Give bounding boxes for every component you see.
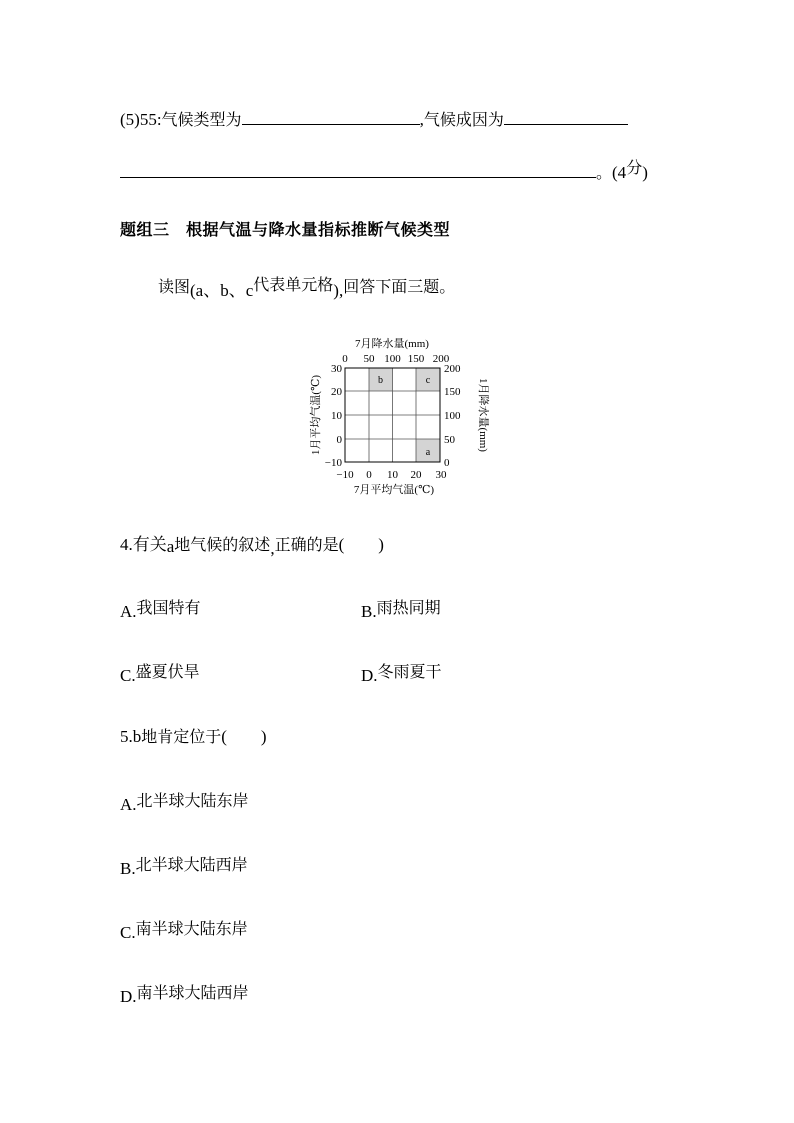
- q5-option-c[interactable]: [120, 919, 248, 942]
- option-letter: D.: [120, 987, 137, 1006]
- q5-stem: [120, 727, 267, 747]
- q5-period-mark: 。: [596, 163, 613, 182]
- right-tick: 150: [444, 386, 461, 398]
- q5-score-close: ): [642, 163, 648, 182]
- option-letter: C.: [120, 666, 136, 685]
- top-axis-label: 7月降水量(mm): [355, 338, 429, 350]
- left-tick: 20: [331, 386, 342, 398]
- cell-a-label: a: [425, 447, 431, 458]
- left-tick: 10: [331, 410, 342, 422]
- q4-location-letter: a: [166, 537, 175, 556]
- climate-type-blank[interactable]: [242, 123, 420, 125]
- q5-stem-text: 地肯定位于: [141, 727, 222, 746]
- option-letter: B.: [120, 859, 136, 878]
- left-tick: −10: [324, 457, 342, 469]
- top-tick: 0: [342, 353, 348, 365]
- option-text: 雨热同期: [376, 598, 441, 617]
- intro-cell-desc: 代表单元格: [253, 275, 334, 294]
- q4-stem: [120, 535, 384, 558]
- climate-cause-blank-2[interactable]: [120, 176, 596, 178]
- q5-answer-paren[interactable]: ( ): [221, 727, 267, 746]
- left-tick: 30: [331, 363, 342, 375]
- option-letter: C.: [120, 923, 136, 942]
- right-tick: 200: [444, 363, 461, 375]
- bottom-tick: −10: [336, 469, 354, 481]
- climate-cause-blank-1[interactable]: [504, 123, 628, 125]
- q4-comma: ,: [270, 539, 275, 558]
- bottom-axis-label: 7月平均气温(℃): [353, 484, 435, 496]
- intro-close-paren: ),: [333, 281, 344, 300]
- q4-stem-end: 正确的是: [274, 535, 339, 554]
- q5-sub-prefix: (5)55:: [120, 110, 162, 129]
- q4-option-d[interactable]: [361, 662, 442, 685]
- q5-separator: ,: [419, 110, 424, 129]
- q4-option-b[interactable]: [361, 598, 441, 621]
- top-tick: 50: [363, 353, 375, 365]
- q5-score-value: (4: [612, 163, 627, 182]
- q5-sub-question-line: [120, 110, 628, 130]
- q4-stem-text: 地气候的叙述: [174, 535, 271, 554]
- top-tick: 150: [407, 353, 425, 365]
- cell-c-label: c: [425, 375, 431, 386]
- bottom-tick: 0: [366, 469, 372, 481]
- intro-cell-letters: (a、b、c: [190, 281, 254, 300]
- top-tick: 100: [384, 353, 401, 365]
- option-text: 北半球大陆东岸: [136, 791, 249, 810]
- q4-option-a[interactable]: [120, 598, 201, 621]
- q5-continuation-line: [120, 158, 648, 183]
- option-text: 冬雨夏干: [377, 662, 442, 681]
- bottom-tick: 30: [435, 469, 447, 481]
- q5-climate-type-label: 气候类型为: [161, 110, 242, 129]
- q4-number: 4.有关: [120, 535, 167, 554]
- option-text: 南半球大陆西岸: [136, 983, 249, 1002]
- option-text: 北半球大陆西岸: [135, 855, 248, 874]
- right-axis-label: 1月降水量(mm): [477, 378, 489, 452]
- top-tick: 200: [432, 353, 450, 365]
- q5-option-a[interactable]: [120, 791, 249, 814]
- q4-answer-paren[interactable]: ( ): [338, 535, 384, 554]
- right-tick: 50: [444, 434, 455, 446]
- q5-option-d[interactable]: [120, 983, 249, 1006]
- intro-instruction: 回答下面三题。: [343, 277, 456, 296]
- q4-option-c[interactable]: [120, 662, 200, 685]
- q5-option-b[interactable]: [120, 855, 248, 878]
- section-title: 题组三 根据气温与降水量指标推断气候类型: [120, 220, 451, 239]
- q5-climate-cause-label: 气候成因为: [423, 110, 504, 129]
- q5-number: 5.b: [120, 727, 142, 746]
- option-letter: A.: [120, 602, 137, 621]
- option-letter: A.: [120, 795, 137, 814]
- option-text: 我国特有: [136, 598, 201, 617]
- cell-b-label: b: [378, 375, 383, 386]
- right-tick: 0: [444, 457, 450, 469]
- intro-line: [158, 275, 456, 300]
- option-text: 盛夏伏旱: [135, 662, 200, 681]
- bottom-tick: 20: [410, 469, 422, 481]
- option-text: 南半球大陆东岸: [135, 919, 248, 938]
- option-letter: D.: [361, 666, 378, 685]
- left-axis-label: 1月平均气温(℃): [310, 374, 322, 456]
- bottom-tick: 10: [387, 469, 398, 481]
- intro-read-figure: 读图: [158, 277, 191, 296]
- q5-score-unit: 分: [626, 158, 643, 177]
- right-tick: 100: [444, 410, 461, 422]
- climate-grid-chart: [300, 332, 500, 502]
- left-tick: 0: [336, 434, 342, 446]
- option-letter: B.: [361, 602, 377, 621]
